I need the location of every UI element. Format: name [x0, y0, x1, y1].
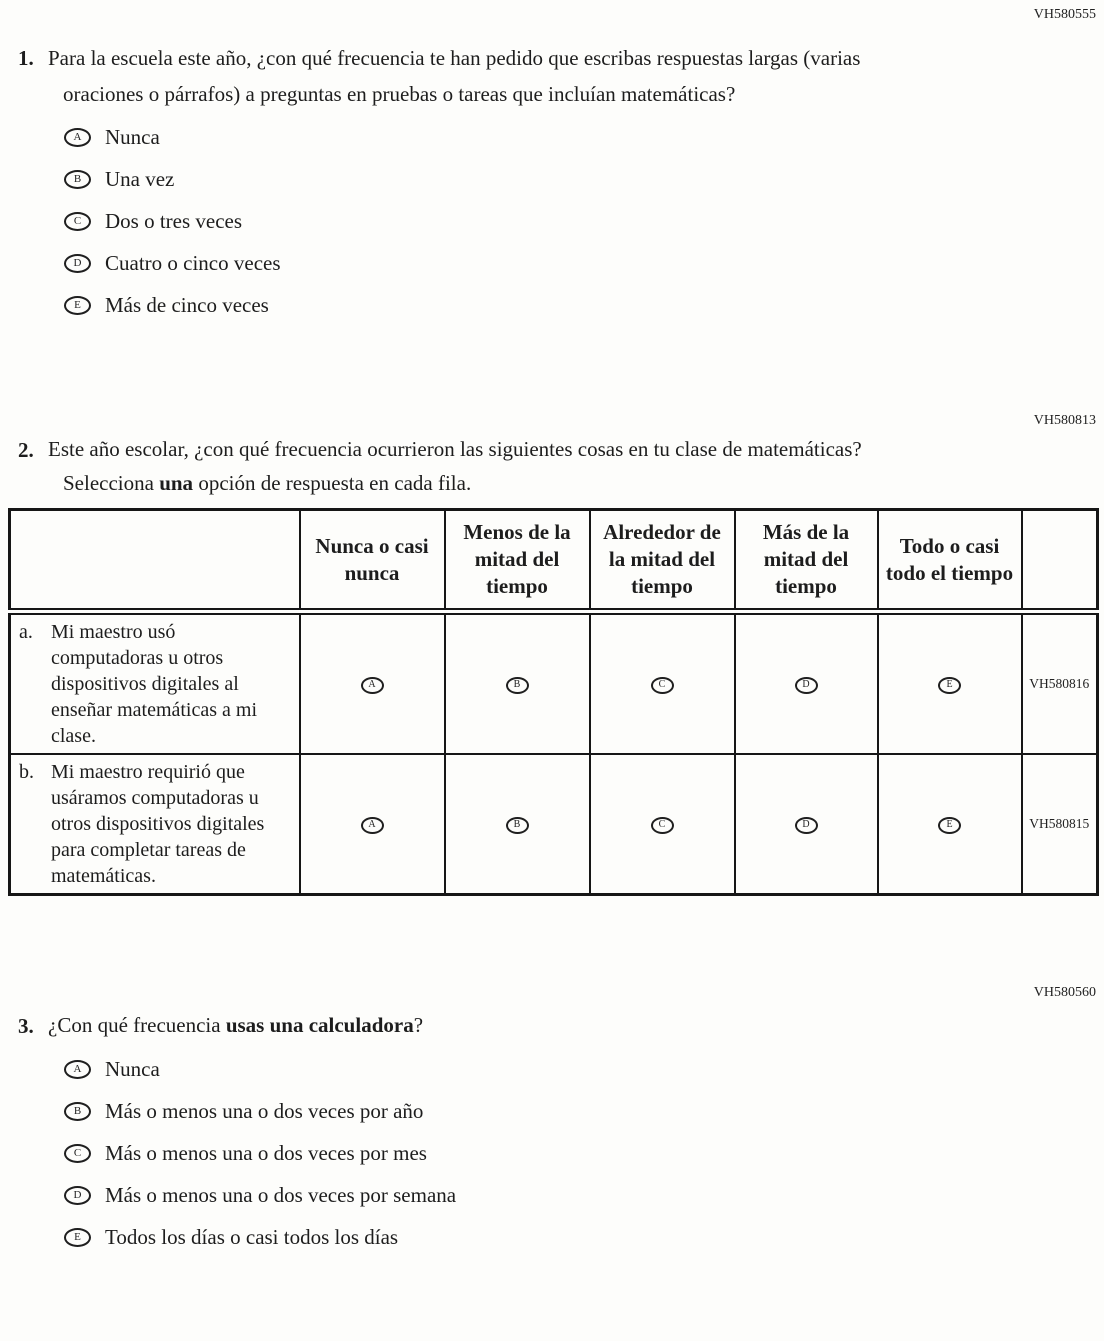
bubble-cell-b1: [300, 754, 445, 895]
table-header-never: Nunca o casi nunca: [300, 510, 445, 612]
table-header-row: [10, 510, 1098, 612]
answer-bubble-c[interactable]: C: [64, 1144, 91, 1163]
question-1: [0, 40, 1104, 326]
table-header-code-column: [1022, 510, 1098, 612]
statement-text-b: Mi maestro requirió que usáramos computadoras u otros dispositivos digitales para completar tareas de matemáticas.: [51, 761, 265, 887]
option-label: Todos los días o casi todos los días: [105, 1224, 399, 1249]
question-3-number: 3.: [18, 1014, 34, 1038]
question-1-options: [64, 116, 1104, 326]
answer-bubble-e[interactable]: E: [938, 677, 961, 694]
answer-bubble-c[interactable]: C: [651, 817, 674, 834]
option-row-b: [64, 158, 1104, 200]
option-label: Más o menos una o dos veces por semana: [105, 1182, 457, 1207]
question-3: [0, 1008, 1104, 1258]
row-code-b: VH580815: [1022, 754, 1098, 895]
option-row-a: [64, 1048, 1104, 1090]
statement-text-a: Mi maestro usó computadoras u otros dispositivos digitales al enseñar matemáticas a mi clase.: [51, 621, 258, 747]
option-label: Nunca: [105, 124, 160, 149]
table-header-all-time: Todo o casi todo el tiempo: [878, 510, 1022, 612]
answer-bubble-d[interactable]: D: [64, 254, 91, 273]
option-label: Más o menos una o dos veces por mes: [105, 1140, 427, 1165]
bubble-cell-a1: [300, 612, 445, 755]
table-header-more-than-half: Más de la mitad del tiempo: [735, 510, 878, 612]
answer-bubble-a[interactable]: A: [64, 1060, 91, 1079]
answer-bubble-c[interactable]: C: [651, 677, 674, 694]
option-row-c: [64, 200, 1104, 242]
answer-bubble-d[interactable]: D: [795, 677, 818, 694]
question-1-text: Para la escuela este año, ¿con qué frecuencia te han pedido que escribas respuestas largas (varias oraciones o párrafos) a preguntas en pruebas o tareas que incluían matemáticas?: [48, 46, 861, 106]
option-row-e: [64, 284, 1104, 326]
row-code-a: VH580816: [1022, 612, 1098, 755]
statement-cell-a: [10, 612, 300, 755]
table-header-less-than-half: Menos de la mitad del tiempo: [445, 510, 590, 612]
option-row-a: [64, 116, 1104, 158]
table-row-a: [10, 612, 1098, 755]
bubble-cell-a3: [590, 612, 735, 755]
question-2-code: VH580813: [1033, 413, 1096, 428]
option-label: Nunca: [105, 1056, 160, 1081]
bubble-cell-a2: [445, 612, 590, 755]
answer-bubble-b[interactable]: B: [506, 677, 529, 694]
statement-cell-b: [10, 754, 300, 895]
option-label: Una vez: [105, 166, 175, 191]
bubble-cell-a5: [878, 612, 1022, 755]
question-2-number: 2.: [18, 438, 34, 462]
question-3-text-prefix: ¿Con qué frecuencia: [48, 1013, 226, 1037]
answer-bubble-d[interactable]: D: [795, 817, 818, 834]
answer-bubble-e[interactable]: E: [64, 1228, 91, 1247]
question-2-text: [48, 432, 928, 500]
bubble-cell-b5: [878, 754, 1022, 895]
question-1-code: VH580555: [1033, 7, 1096, 22]
answer-bubble-e[interactable]: E: [64, 296, 91, 315]
option-label: Más o menos una o dos veces por año: [105, 1098, 424, 1123]
question-3-text-bold: usas una calculadora: [225, 1013, 414, 1037]
question-3-options: [64, 1048, 1104, 1258]
question-3-text: [48, 1008, 423, 1044]
option-row-b: [64, 1090, 1104, 1132]
option-row-e: [64, 1216, 1104, 1258]
bubble-cell-b2: [445, 754, 590, 895]
answer-bubble-a[interactable]: A: [361, 677, 384, 694]
question-2-text-prefix: Este año escolar, ¿con qué frecuencia ocurrieron las siguientes cosas en tu clase de matemáticas? Selecciona: [48, 437, 862, 495]
question-2-text-suffix: opción de respuesta en cada fila.: [193, 471, 472, 495]
question-2: [0, 432, 1104, 896]
answer-bubble-a[interactable]: A: [361, 817, 384, 834]
table-header-stub: [10, 510, 300, 612]
table-header-about-half: Alrededor de la mitad del tiempo: [590, 510, 735, 612]
question-3-code: VH580560: [1033, 985, 1096, 1000]
question-3-text-suffix: ?: [413, 1013, 424, 1037]
answer-bubble-e[interactable]: E: [938, 817, 961, 834]
option-row-c: [64, 1132, 1104, 1174]
table-row-b: [10, 754, 1098, 895]
row-label-a: a.: [19, 621, 33, 643]
bubble-cell-b3: [590, 754, 735, 895]
bubble-cell-b4: [735, 754, 878, 895]
bubble-cell-a4: [735, 612, 878, 755]
option-row-d: [64, 242, 1104, 284]
answer-bubble-b[interactable]: B: [506, 817, 529, 834]
answer-bubble-c[interactable]: C: [64, 212, 91, 231]
option-label: Cuatro o cinco veces: [105, 250, 281, 275]
frequency-table: [8, 508, 1099, 896]
answer-bubble-b[interactable]: B: [64, 170, 91, 189]
question-2-text-bold: una: [159, 471, 194, 495]
answer-bubble-d[interactable]: D: [64, 1186, 91, 1205]
row-label-b: b.: [19, 761, 34, 783]
question-1-number: 1.: [18, 46, 34, 70]
option-label: Dos o tres veces: [105, 208, 243, 233]
option-row-d: [64, 1174, 1104, 1216]
answer-bubble-a[interactable]: A: [64, 128, 91, 147]
answer-bubble-b[interactable]: B: [64, 1102, 91, 1121]
option-label: Más de cinco veces: [105, 292, 269, 317]
